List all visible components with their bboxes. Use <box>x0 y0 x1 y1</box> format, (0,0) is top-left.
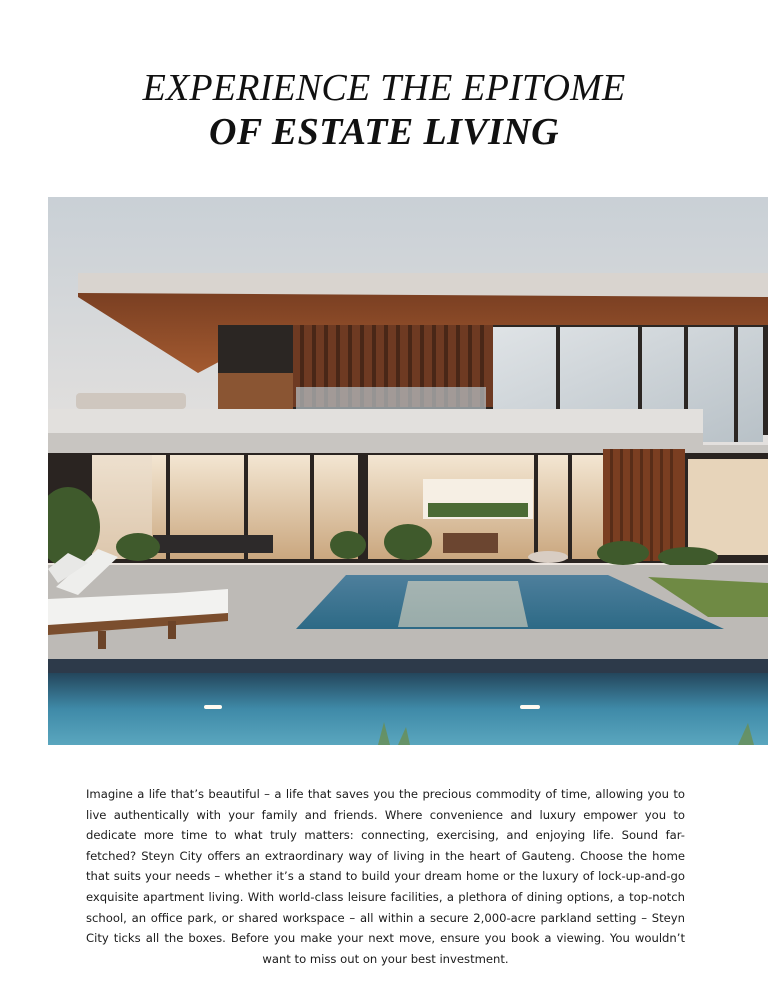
view-greenery <box>428 503 528 517</box>
balcony-lounger <box>76 393 186 409</box>
side-interior <box>688 459 768 555</box>
main-pool <box>48 673 768 745</box>
pool-light-2 <box>520 705 540 709</box>
villa-photo <box>48 197 768 745</box>
sofa <box>153 535 273 553</box>
body-paragraph: Imagine a life that’s beautiful – a life that saves you the precious commodity of time, allowing you to live authentically with your family and friends. Where convenience and luxury empower you to dedicate more time to what truly matters: connecting, exercising, and enjoying life. Sound far-fetched? Steyn City offers an extraordinary way of living in the heart of Gauteng. Choose the home that suits your needs – whether it’s a stand to build your dream home or the luxury of lock-up-and-go exquisite apartment living. With world-class leisure facilities, a plethora of dining options, a top-notch school, an office park, or shared workspace – all within a secure 2,000-acre parkland setting – Steyn City ticks all the boxes. Before you make your next move, ensure you book a viewing. You wouldn’t want to miss out on your best investment. <box>86 787 685 966</box>
pool-edge-tiles <box>48 659 768 673</box>
dining-table <box>443 533 498 553</box>
planter <box>528 551 568 563</box>
villa-illustration <box>48 197 768 745</box>
pool-light-1 <box>204 705 222 709</box>
glass-balustrade <box>296 387 486 409</box>
page-headline <box>0 66 768 154</box>
upper-wall-wood <box>218 373 293 409</box>
pool-reflection <box>398 581 528 627</box>
headline-line-2: OF ESTATE LIVING <box>209 111 559 153</box>
upper-roof <box>78 273 768 297</box>
headline-line-1: EXPERIENCE THE EPITOME <box>142 67 626 109</box>
